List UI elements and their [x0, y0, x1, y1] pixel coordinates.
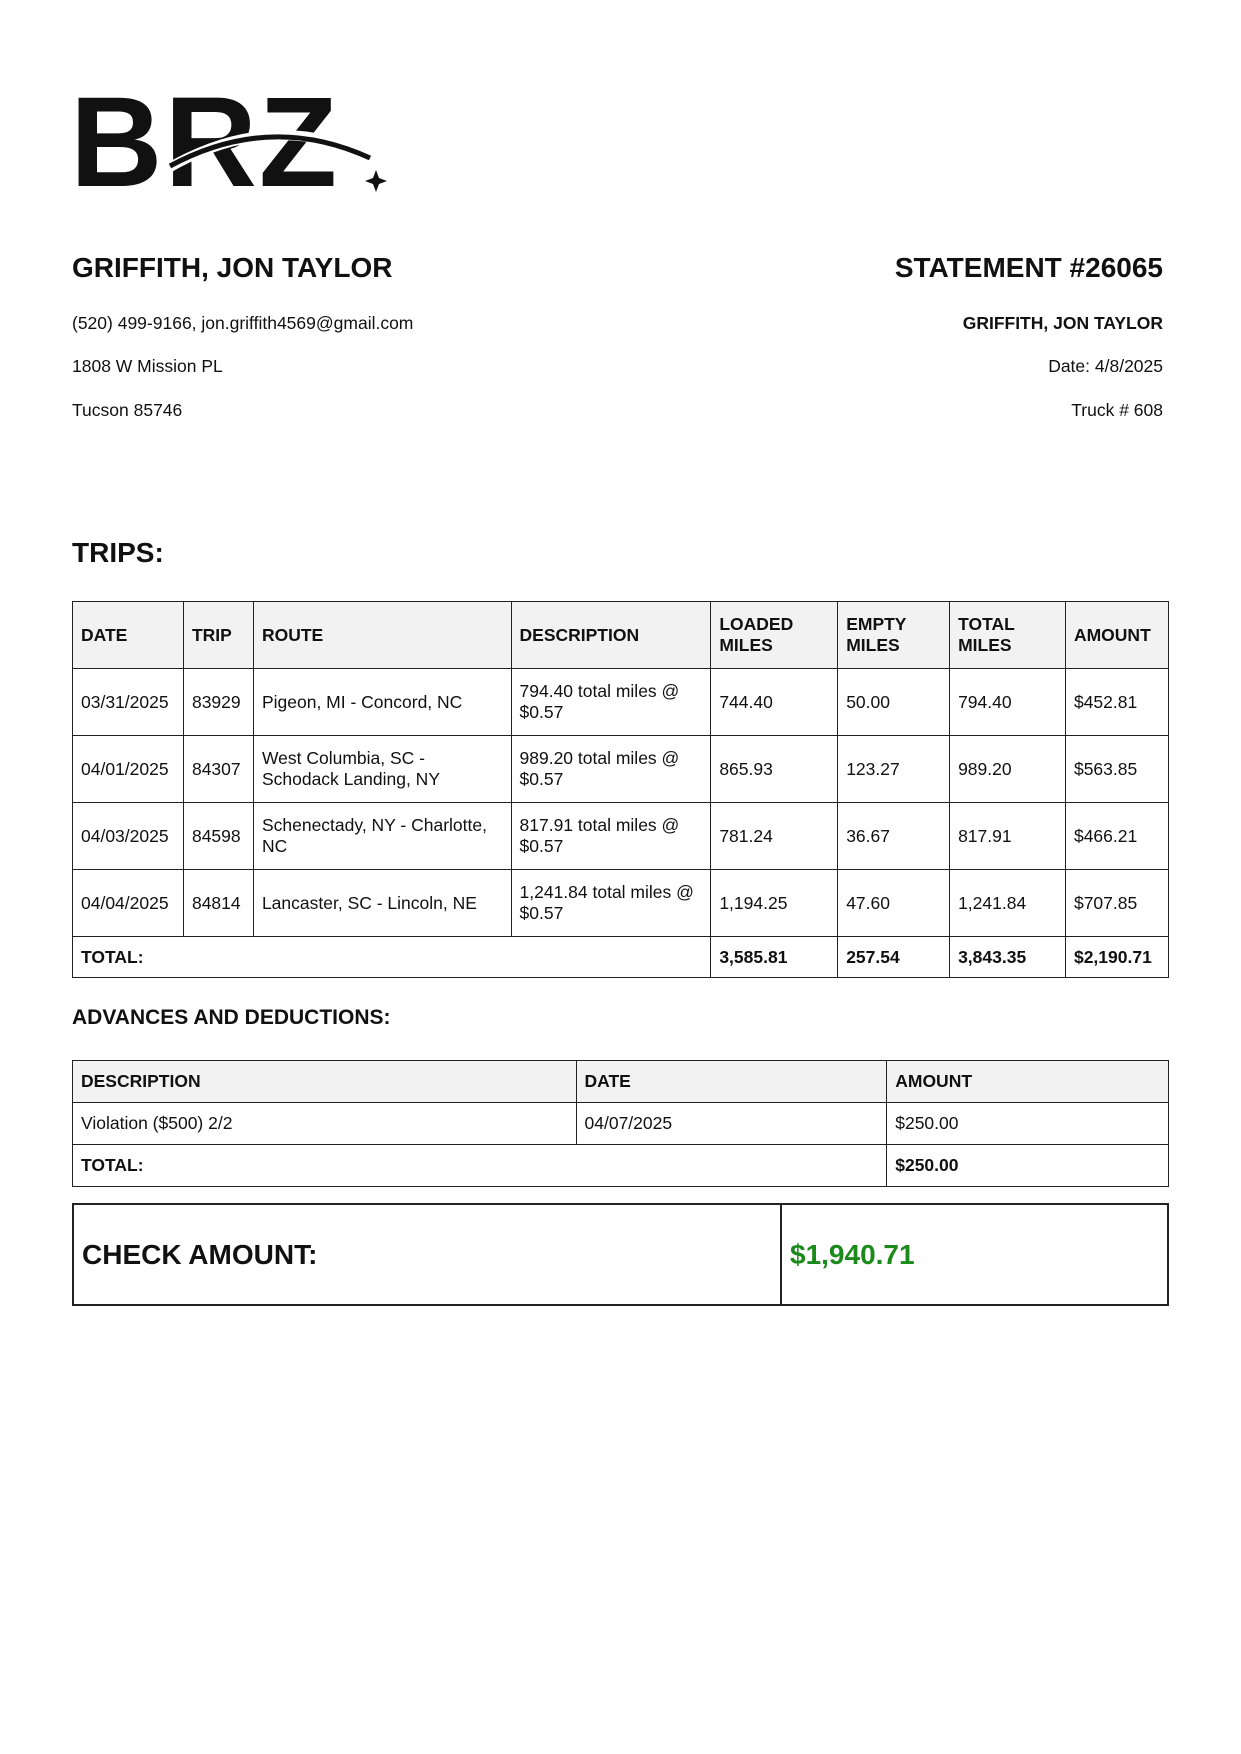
cell-loaded: 744.40	[711, 669, 838, 736]
cell-total: 817.91	[950, 803, 1066, 870]
advances-header-row	[73, 1061, 1169, 1103]
cell-empty: 36.67	[838, 803, 950, 870]
cell-amount: $466.21	[1065, 803, 1168, 870]
cell-loaded: 865.93	[711, 736, 838, 803]
cell-date: 04/01/2025	[73, 736, 184, 803]
cell-total: 1,241.84	[950, 870, 1066, 937]
cell-description: Violation ($500) 2/2	[73, 1103, 577, 1145]
check-amount-label: CHECK AMOUNT:	[73, 1204, 781, 1305]
cell-route: Lancaster, SC - Lincoln, NE	[253, 870, 511, 937]
cell-date: 04/03/2025	[73, 803, 184, 870]
col-description: DESCRIPTION	[73, 1061, 577, 1103]
advances-title: ADVANCES AND DEDUCTIONS:	[72, 1006, 391, 1029]
trips-total-row	[73, 937, 1169, 978]
total-loaded: 3,585.81	[711, 937, 838, 978]
table-row	[73, 1103, 1169, 1145]
trips-title: TRIPS:	[72, 537, 164, 568]
cell-trip: 84307	[183, 736, 253, 803]
cell-empty: 47.60	[838, 870, 950, 937]
cell-empty: 123.27	[838, 736, 950, 803]
cell-amount: $452.81	[1065, 669, 1168, 736]
col-trip: TRIP	[183, 602, 253, 669]
cell-amount: $563.85	[1065, 736, 1168, 803]
total-label: TOTAL:	[73, 1145, 887, 1187]
col-total-miles: TOTAL MILES	[950, 602, 1066, 669]
cell-route: Schenectady, NY - Charlotte, NC	[253, 803, 511, 870]
col-empty-miles: EMPTY MILES	[838, 602, 950, 669]
col-description: DESCRIPTION	[511, 602, 711, 669]
cell-trip: 84814	[183, 870, 253, 937]
col-date: DATE	[576, 1061, 887, 1103]
brz-logo	[70, 78, 390, 198]
col-date: DATE	[73, 602, 184, 669]
cell-route: Pigeon, MI - Concord, NC	[253, 669, 511, 736]
cell-description: 1,241.84 total miles @ $0.57	[511, 870, 711, 937]
total-miles: 3,843.35	[950, 937, 1066, 978]
cell-empty: 50.00	[838, 669, 950, 736]
total-amount: $250.00	[887, 1145, 1169, 1187]
cell-description: 794.40 total miles @ $0.57	[511, 669, 711, 736]
driver-address: 1808 W Mission PL	[72, 356, 223, 376]
truck-number: Truck # 608	[1071, 400, 1163, 420]
advances-table	[72, 1060, 1169, 1187]
statement-date: Date: 4/8/2025	[1048, 356, 1163, 376]
col-amount: AMOUNT	[887, 1061, 1169, 1103]
driver-name: GRIFFITH, JON TAYLOR	[72, 252, 393, 283]
check-amount-value: $1,940.71	[781, 1204, 1168, 1305]
cell-description: 817.91 total miles @ $0.57	[511, 803, 711, 870]
cell-loaded: 781.24	[711, 803, 838, 870]
table-row	[73, 870, 1169, 937]
driver-contact: (520) 499-9166, jon.griffith4569@gmail.com	[72, 313, 414, 333]
cell-date: 03/31/2025	[73, 669, 184, 736]
cell-total: 794.40	[950, 669, 1066, 736]
cell-date: 04/07/2025	[576, 1103, 887, 1145]
check-amount-box	[72, 1203, 1169, 1306]
cell-total: 989.20	[950, 736, 1066, 803]
table-row	[73, 803, 1169, 870]
cell-trip: 84598	[183, 803, 253, 870]
svg-text:BRZ: BRZ	[70, 78, 340, 198]
advances-total-row	[73, 1145, 1169, 1187]
col-loaded-miles: LOADED MILES	[711, 602, 838, 669]
trips-table	[72, 601, 1169, 978]
cell-description: 989.20 total miles @ $0.57	[511, 736, 711, 803]
statement-name: GRIFFITH, JON TAYLOR	[962, 313, 1163, 333]
total-empty: 257.54	[838, 937, 950, 978]
trips-header-row	[73, 602, 1169, 669]
total-amount: $2,190.71	[1065, 937, 1168, 978]
table-row	[73, 669, 1169, 736]
col-amount: AMOUNT	[1065, 602, 1168, 669]
total-label: TOTAL:	[73, 937, 711, 978]
cell-date: 04/04/2025	[73, 870, 184, 937]
cell-trip: 83929	[183, 669, 253, 736]
cell-amount: $707.85	[1065, 870, 1168, 937]
cell-route: West Columbia, SC - Schodack Landing, NY	[253, 736, 511, 803]
cell-loaded: 1,194.25	[711, 870, 838, 937]
col-route: ROUTE	[253, 602, 511, 669]
driver-city: Tucson 85746	[72, 400, 183, 420]
statement-title: STATEMENT #26065	[894, 252, 1163, 283]
table-row	[73, 736, 1169, 803]
cell-amount: $250.00	[887, 1103, 1169, 1145]
